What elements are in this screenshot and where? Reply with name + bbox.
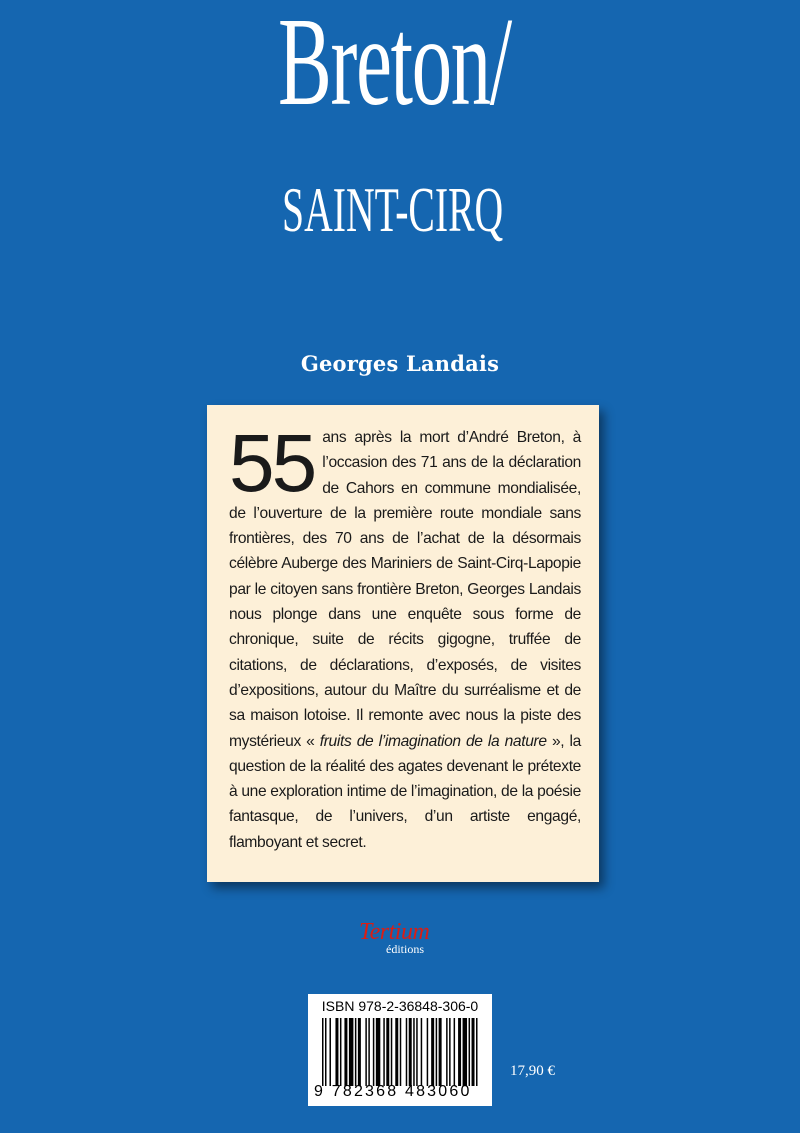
barcode [308, 994, 492, 1106]
price: 17,90 € [510, 1063, 555, 1079]
barcode-bar [400, 1018, 401, 1086]
barcode-bar [365, 1018, 366, 1086]
barcode-bar [376, 1018, 380, 1086]
title-saint-cirq: SAINT-CIRQ [282, 174, 504, 245]
barcode-bar [439, 1018, 442, 1086]
barcode-bar [325, 1018, 326, 1086]
blurb-body: ans après la mort d’André Breton, à l’occasion des 71 ans de la déclaration de Cahors en commune mondialisée, de l’ouverture de la première route mondiale sans frontières, des 70 ans de l’achat de la désormais célèbre Auberge des Mariniers de Saint-Cirq-Lapopie par le citoyen sans frontière Breton, Georges Landais nous plonge dans une enquête sous forme de chronique, suite de récits gigogne, truffée de citations, de déclarations, d’exposés, de visites d’expositions, autour du Maître du surréalisme et de sa maison lotoise. Il remonte avec nous la piste des mystérieux « [229, 429, 581, 750]
barcode-bar [355, 1018, 356, 1086]
publisher-subtitle: éditions [386, 942, 424, 956]
barcode-bar [329, 1018, 330, 1086]
barcode-bar [340, 1018, 341, 1086]
barcode-bar [454, 1018, 455, 1086]
barcode-bar [344, 1018, 347, 1086]
ean-digits: 9 782368 483060 [314, 1083, 472, 1100]
barcode-bar [368, 1018, 369, 1086]
title-breton: Breton/ [278, 0, 511, 132]
barcode-bars [322, 1018, 482, 1086]
barcode-bar [409, 1018, 412, 1086]
barcode-bar [373, 1018, 374, 1086]
barcode-bar [476, 1018, 477, 1086]
barcode-bar [335, 1018, 338, 1086]
barcode-bar [358, 1018, 361, 1086]
blurb-box [207, 405, 599, 882]
barcode-bar [469, 1018, 470, 1086]
barcode-bar [446, 1018, 447, 1086]
blurb-italic-quote: fruits de l’imagination de la nature [319, 732, 547, 750]
isbn-label: ISBN 978-2-36848-306-0 [321, 998, 479, 1014]
author-name: Georges Landais [300, 351, 500, 376]
publisher-name: Tertium [359, 919, 430, 945]
barcode-bar [416, 1018, 417, 1086]
barcode-bar [431, 1018, 434, 1086]
barcode-bar [458, 1018, 461, 1086]
barcode-bar [391, 1018, 392, 1086]
barcode-bar [463, 1018, 467, 1086]
barcode-bar [436, 1018, 437, 1086]
publisher-logo [352, 915, 462, 963]
blurb-body-end: », la question de la réalité des agates devenant le prétexte à une exploration intime de l’imagination, de la poésie fantasque, de l’univers, d’un artiste engagé, flamboyant et secret. [229, 732, 581, 851]
barcode-bar [449, 1018, 450, 1086]
barcode-bar [395, 1018, 398, 1086]
barcode-bar [406, 1018, 407, 1086]
barcode-bar [427, 1018, 428, 1086]
blurb-dropcap: 55 [229, 418, 315, 509]
barcode-bar [383, 1018, 384, 1086]
barcode-bar [421, 1018, 422, 1086]
barcode-bar [413, 1018, 414, 1086]
barcode-bar [472, 1018, 475, 1086]
barcode-bar [349, 1018, 353, 1086]
blurb-text [229, 418, 581, 855]
barcode-bar [322, 1018, 323, 1086]
barcode-bar [386, 1018, 389, 1086]
